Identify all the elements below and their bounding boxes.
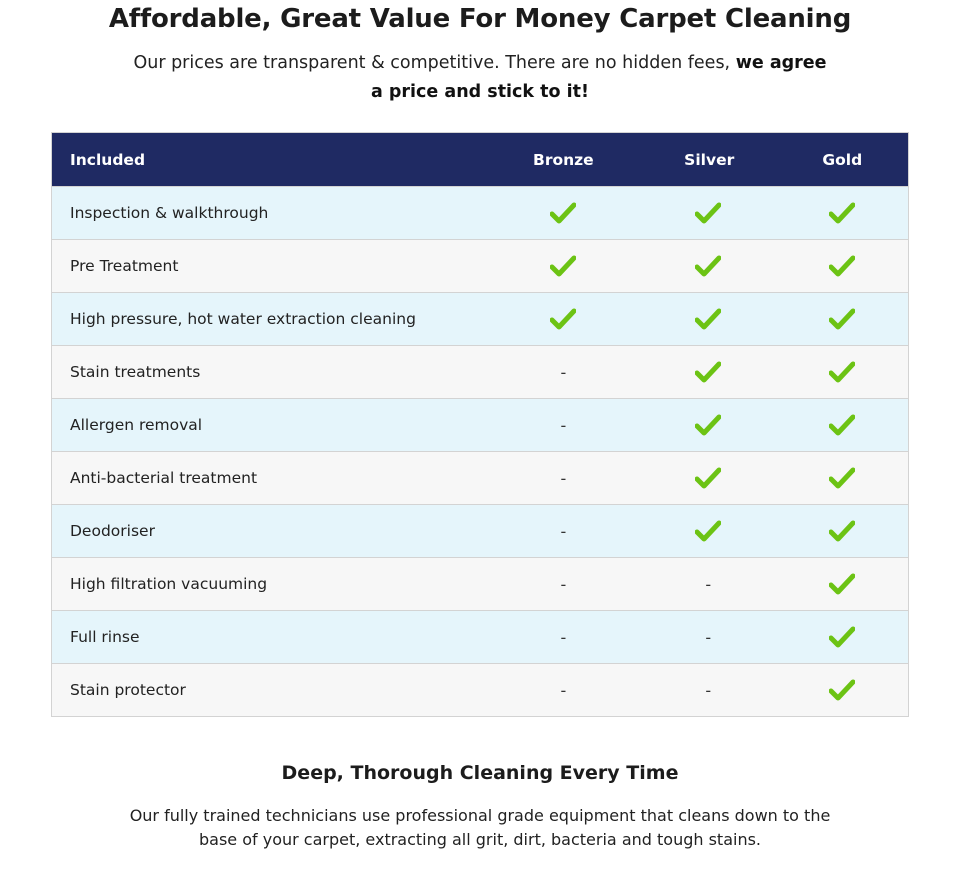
- table-row: [52, 611, 909, 664]
- table-row: [52, 293, 909, 346]
- cell-silver: [642, 611, 777, 664]
- cell-gold: [777, 346, 909, 399]
- column-header-silver: Silver: [642, 133, 777, 187]
- cell-bronze: [485, 452, 642, 505]
- check-icon: [829, 361, 855, 383]
- feature-name: Deodoriser: [52, 505, 485, 558]
- not-included-dash: -: [560, 627, 567, 647]
- table-row: [52, 558, 909, 611]
- cell-silver: [642, 664, 777, 717]
- check-icon: [695, 202, 721, 224]
- intro-bold-text-1: we agree: [735, 53, 827, 73]
- cell-bronze: [485, 505, 642, 558]
- cell-gold: [777, 452, 909, 505]
- feature-name: Pre Treatment: [52, 240, 485, 293]
- table-body: [52, 187, 909, 717]
- check-icon: [829, 679, 855, 701]
- not-included-dash: -: [560, 680, 567, 700]
- feature-name: Allergen removal: [52, 399, 485, 452]
- cell-gold: [777, 505, 909, 558]
- table-row: [52, 664, 909, 717]
- table-row: [52, 505, 909, 558]
- feature-name: High pressure, hot water extraction cleaning: [52, 293, 485, 346]
- cell-bronze: [485, 187, 642, 240]
- table-row: [52, 240, 909, 293]
- check-icon: [829, 467, 855, 489]
- check-icon: [550, 308, 576, 330]
- cell-bronze: [485, 611, 642, 664]
- check-icon: [550, 255, 576, 277]
- check-icon: [829, 573, 855, 595]
- intro-line-1: [0, 49, 960, 78]
- cell-bronze: [485, 346, 642, 399]
- table-row: [52, 187, 909, 240]
- table-row: [52, 452, 909, 505]
- section-body-line-2: base of your carpet, extracting all grit, dirt, bacteria and tough stains.: [198, 830, 762, 849]
- check-icon: [829, 414, 855, 436]
- feature-name: Inspection & walkthrough: [52, 187, 485, 240]
- not-included-dash: -: [560, 362, 567, 382]
- pricing-table: [51, 132, 909, 717]
- cell-gold: [777, 240, 909, 293]
- cell-bronze: [485, 558, 642, 611]
- table-row: [52, 399, 909, 452]
- cell-silver: [642, 399, 777, 452]
- cell-silver: [642, 452, 777, 505]
- check-icon: [829, 520, 855, 542]
- not-included-dash: -: [560, 468, 567, 488]
- cell-bronze: [485, 293, 642, 346]
- not-included-dash: -: [560, 521, 567, 541]
- section-body: [0, 804, 960, 852]
- check-icon: [695, 255, 721, 277]
- check-icon: [695, 520, 721, 542]
- feature-name: High filtration vacuuming: [52, 558, 485, 611]
- table-row: [52, 346, 909, 399]
- feature-name: Stain protector: [52, 664, 485, 717]
- cell-gold: [777, 399, 909, 452]
- not-included-dash: -: [705, 680, 712, 700]
- feature-name: Anti-bacterial treatment: [52, 452, 485, 505]
- column-header-included: Included: [52, 133, 485, 187]
- check-icon: [829, 255, 855, 277]
- table-header-row: [52, 133, 909, 187]
- cell-bronze: [485, 240, 642, 293]
- not-included-dash: -: [560, 415, 567, 435]
- check-icon: [829, 202, 855, 224]
- feature-name: Stain treatments: [52, 346, 485, 399]
- cell-silver: [642, 558, 777, 611]
- cell-gold: [777, 187, 909, 240]
- check-icon: [695, 414, 721, 436]
- intro-bold-text-2: a price and stick to it!: [371, 82, 589, 102]
- check-icon: [695, 467, 721, 489]
- not-included-dash: -: [560, 574, 567, 594]
- column-header-bronze: Bronze: [485, 133, 642, 187]
- not-included-dash: -: [705, 627, 712, 647]
- cell-silver: [642, 505, 777, 558]
- cell-silver: [642, 293, 777, 346]
- intro-line-2: [0, 78, 960, 107]
- cell-bronze: [485, 664, 642, 717]
- section-title: Deep, Thorough Cleaning Every Time: [281, 762, 679, 784]
- check-icon: [695, 361, 721, 383]
- check-icon: [550, 202, 576, 224]
- cell-gold: [777, 664, 909, 717]
- cell-silver: [642, 240, 777, 293]
- cell-gold: [777, 293, 909, 346]
- section-body-line-1: Our fully trained technicians use professional grade equipment that cleans down to the: [129, 806, 831, 825]
- cell-bronze: [485, 399, 642, 452]
- cell-gold: [777, 558, 909, 611]
- intro-text: [0, 49, 960, 107]
- cell-silver: [642, 187, 777, 240]
- not-included-dash: -: [705, 574, 712, 594]
- intro-plain-text: Our prices are transparent & competitive. There are no hidden fees,: [133, 53, 736, 73]
- feature-name: Full rinse: [52, 611, 485, 664]
- check-icon: [829, 308, 855, 330]
- check-icon: [829, 626, 855, 648]
- cell-gold: [777, 611, 909, 664]
- page-title: Affordable, Great Value For Money Carpet Cleaning: [108, 4, 852, 34]
- check-icon: [695, 308, 721, 330]
- cell-silver: [642, 346, 777, 399]
- column-header-gold: Gold: [777, 133, 909, 187]
